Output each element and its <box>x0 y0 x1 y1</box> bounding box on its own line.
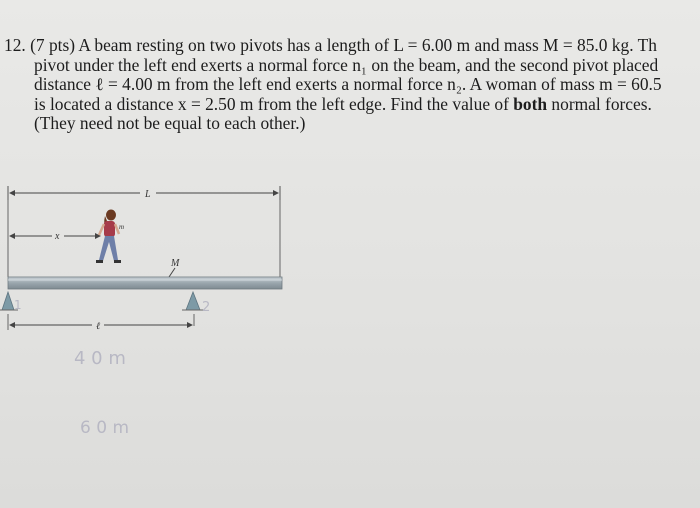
length-L-dimension <box>8 186 280 200</box>
problem-line-4 <box>4 95 700 115</box>
problem-line-1 <box>4 36 700 56</box>
label-M: M <box>171 258 180 269</box>
beam <box>8 277 282 289</box>
handwritten-notes <box>14 298 210 438</box>
label-L: L <box>145 189 151 200</box>
label-m: m <box>119 223 125 231</box>
distance-ell-dimension <box>8 314 192 332</box>
handwritten-n1: 1 <box>14 298 22 312</box>
emphasis-both: both <box>513 93 548 114</box>
problem-number: 12. <box>4 35 26 55</box>
handwritten-6m: 6 0 m <box>80 418 129 438</box>
handwritten-4m: 4 0 m <box>74 348 126 369</box>
problem-line-4-end: normal forces. <box>547 93 652 114</box>
distance-x-dimension <box>10 231 100 242</box>
problem-line-2: pivot under the left end exerts a normal force n₁ on the beam, and the second pivot placed <box>34 54 659 75</box>
problem-text <box>4 36 700 134</box>
right-pivot <box>182 292 204 326</box>
woman-figure <box>96 210 124 264</box>
problem-points: (7 pts) <box>30 35 76 55</box>
problem-line-4-text: is located a distance x = 2.50 m from the left edge. Find the value of <box>34 93 514 114</box>
figure-frame <box>8 200 280 277</box>
problem-line-3: distance ℓ = 4.00 m from the left end exerts a normal force n₂. A woman of mass m = 60.5 <box>34 74 662 95</box>
label-x: x <box>55 231 60 242</box>
handwritten-n2: 2 <box>202 300 211 315</box>
problem-line-1-text: A beam resting on two pivots has a length of L = 6.00 m and mass M = 85.0 kg. Th <box>78 35 657 55</box>
label-ell: ℓ <box>96 321 101 332</box>
beam-figure <box>0 180 300 450</box>
problem-line-5: (They need not be equal to each other.) <box>34 113 306 134</box>
